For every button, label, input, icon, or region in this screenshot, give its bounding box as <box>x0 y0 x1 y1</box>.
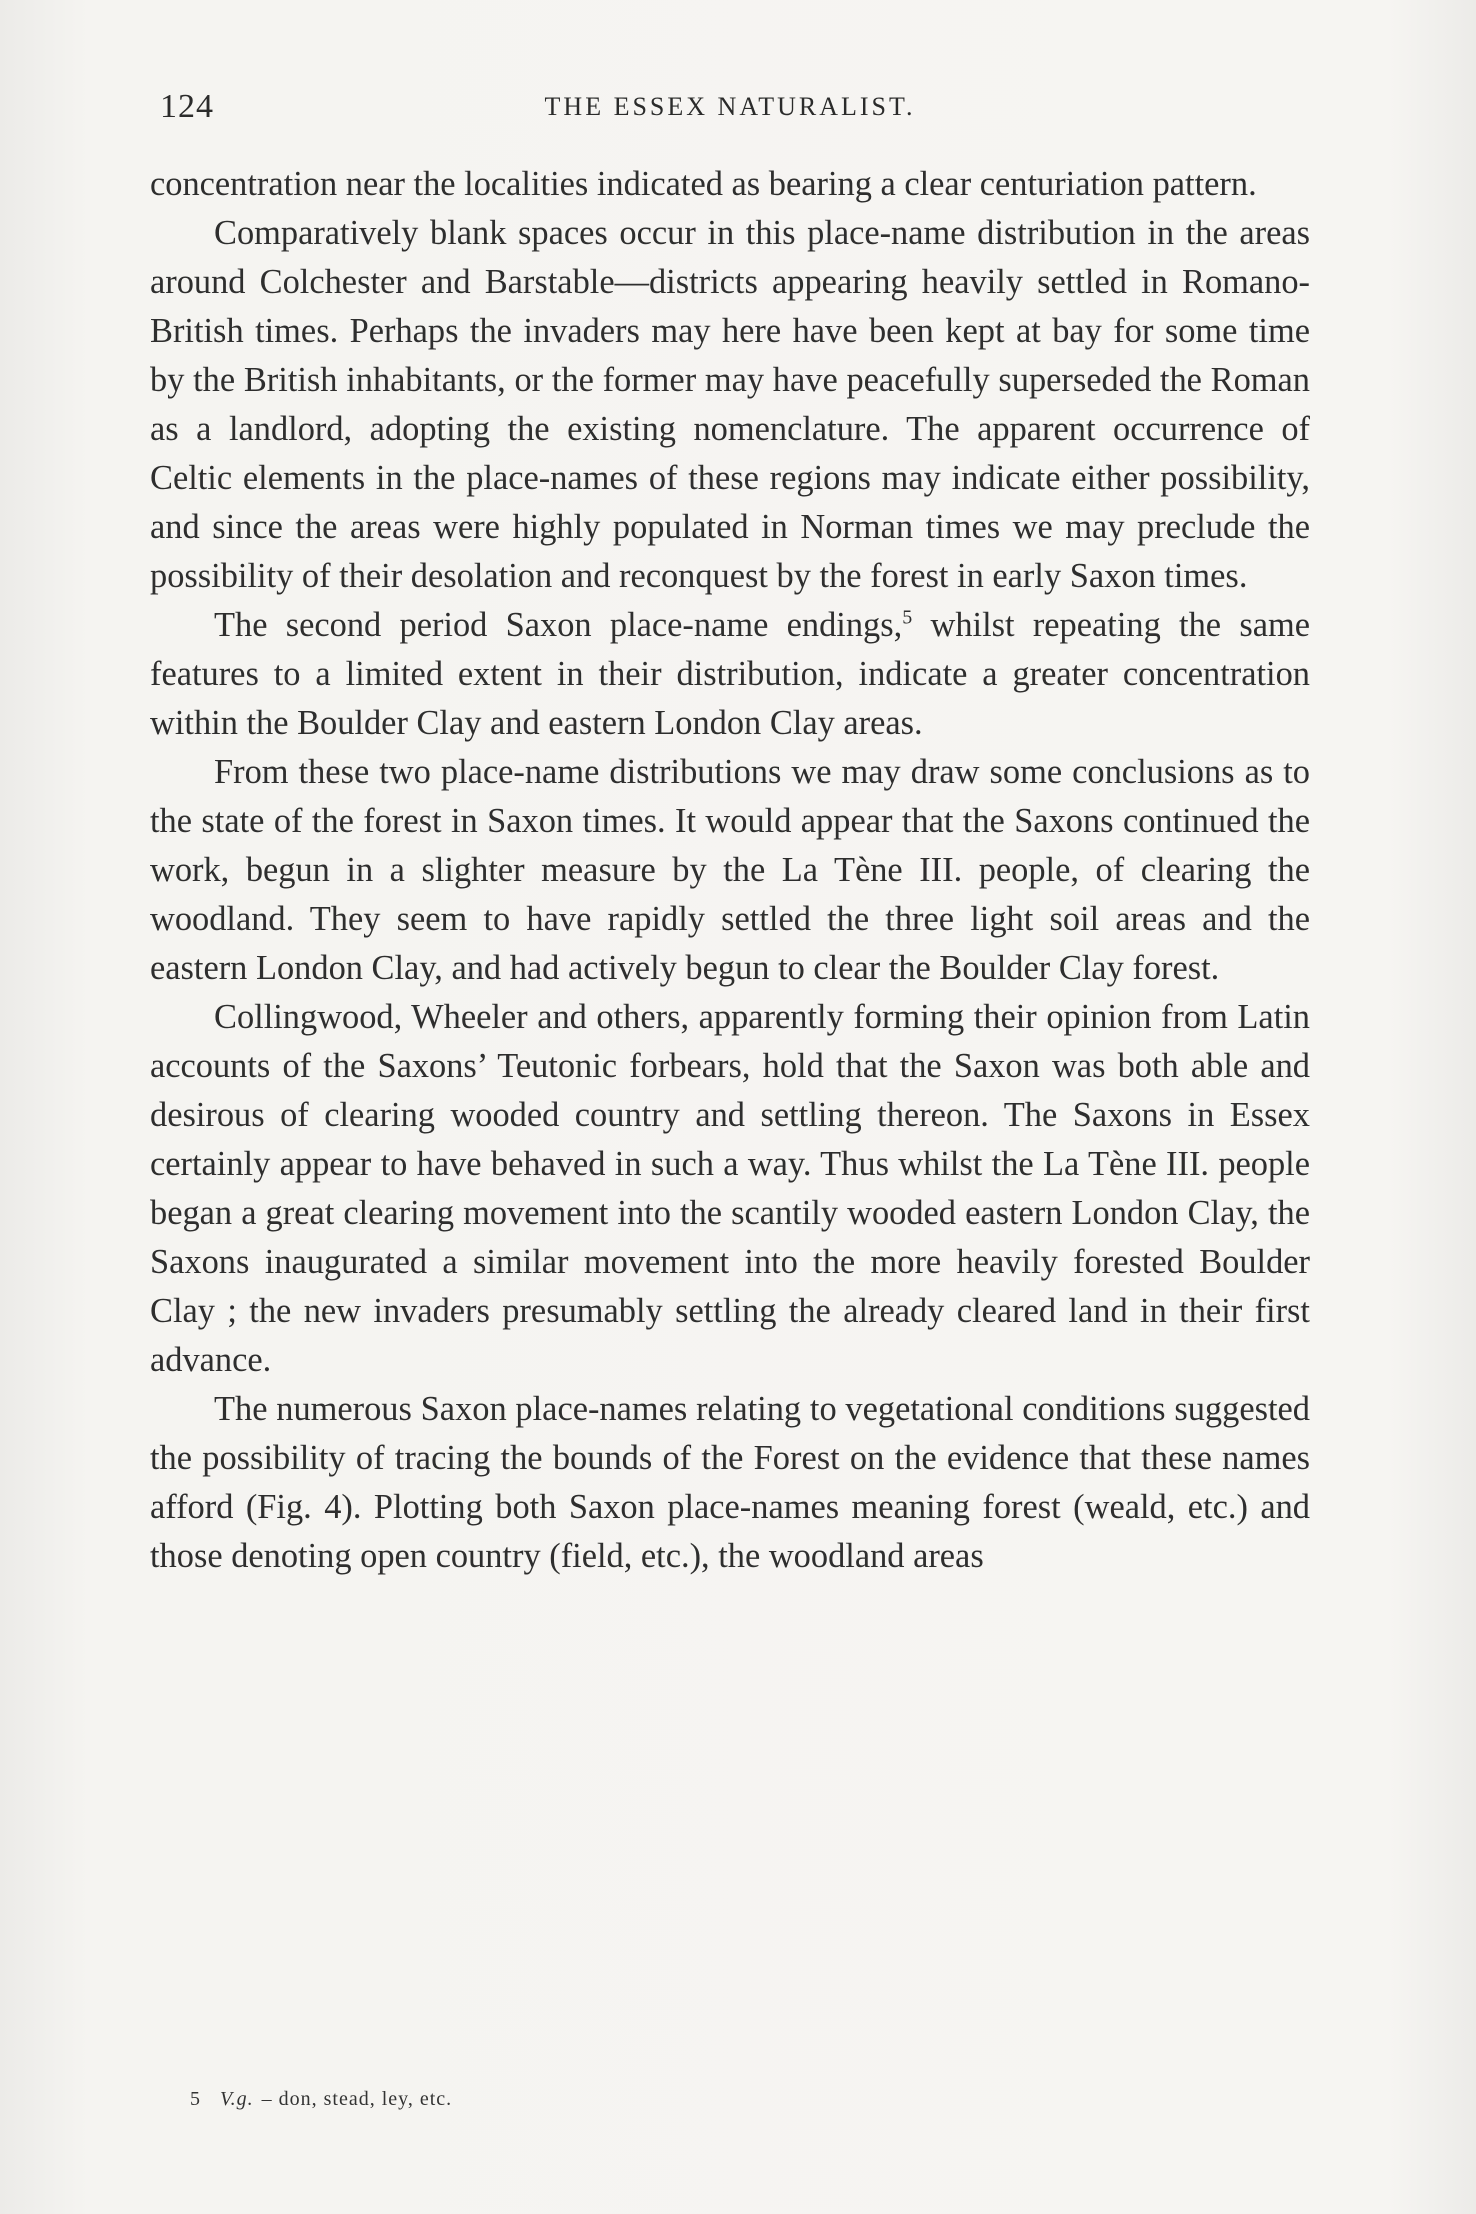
body-text <box>150 160 1310 1581</box>
paragraph <box>150 601 1310 748</box>
paragraph: Collingwood, Wheeler and others, apparently forming their opinion from Latin accounts of the Saxons’ Teutonic forbears, hold that the Saxon was both able and desirous of clearing wooded country and settling thereon. The Saxons in Essex certainly appear to have behaved in such a way. Thus whilst the La Tène III. people began a great clearing movement into the scantily wooded eastern London Clay, the Saxons inaugurated a similar movement into the more heavily forested Boulder Clay ; the new invaders presumably settling the already cleared land in their first advance. <box>150 998 1310 1379</box>
page-header <box>150 88 1310 128</box>
footnote-reference: 5 <box>902 606 913 629</box>
paragraph: From these two place-name distributions we may draw some conclusions as to the state of the forest in Saxon times. It would appear that the Saxons continued the work, begun in a slighter measure by the La Tène III. people, of clearing the woodland. They seem to have rapidly settled the three light soil areas and the eastern London Clay, and had actively begun to clear the Boulder Clay forest. <box>150 753 1310 987</box>
paragraph-text: whilst repeating the same features to a limited extent in their distribution, indicate a greater concentration within the Boulder Clay and eastern London Clay areas. <box>150 606 1310 742</box>
running-head: THE ESSEX NATURALIST. <box>544 92 916 121</box>
paragraph: The numerous Saxon place-names relating to vegetational conditions suggested the possibility of tracing the bounds of the Forest on the evidence that these names afford (Fig. 4). Plotting both Saxon place-names meaning forest (weald, etc.) and those denoting open country (field, etc.), the woodland areas <box>150 1390 1310 1575</box>
paragraph: Comparatively blank spaces occur in this place-name distribution in the areas around Colchester and Barstable—districts appearing heavily settled in Romano-British times. Perhaps the invaders may here have been kept at bay for some time by the British inhabitants, or the former may have peacefully superseded the Roman as a landlord, adopting the existing nomenclature. The apparent occurrence of Celtic elements in the place-names of these regions may indicate either possibility, and since the areas were highly populated in Norman times we may preclude the possibility of their desolation and reconquest by the forest in early Saxon times. <box>150 214 1310 595</box>
footnote <box>190 2088 1290 2111</box>
paragraph-text: The second period Saxon place-name endings, <box>214 606 903 644</box>
paragraph: concentration near the localities indicated as bearing a clear centuriation pattern. <box>150 165 1257 203</box>
footnote-abbreviation: V.g. <box>220 2088 254 2110</box>
page-number: 124 <box>160 88 214 125</box>
footnote-text: – don, stead, ley, etc. <box>261 2088 453 2110</box>
footnote-number: 5 <box>190 2088 201 2110</box>
